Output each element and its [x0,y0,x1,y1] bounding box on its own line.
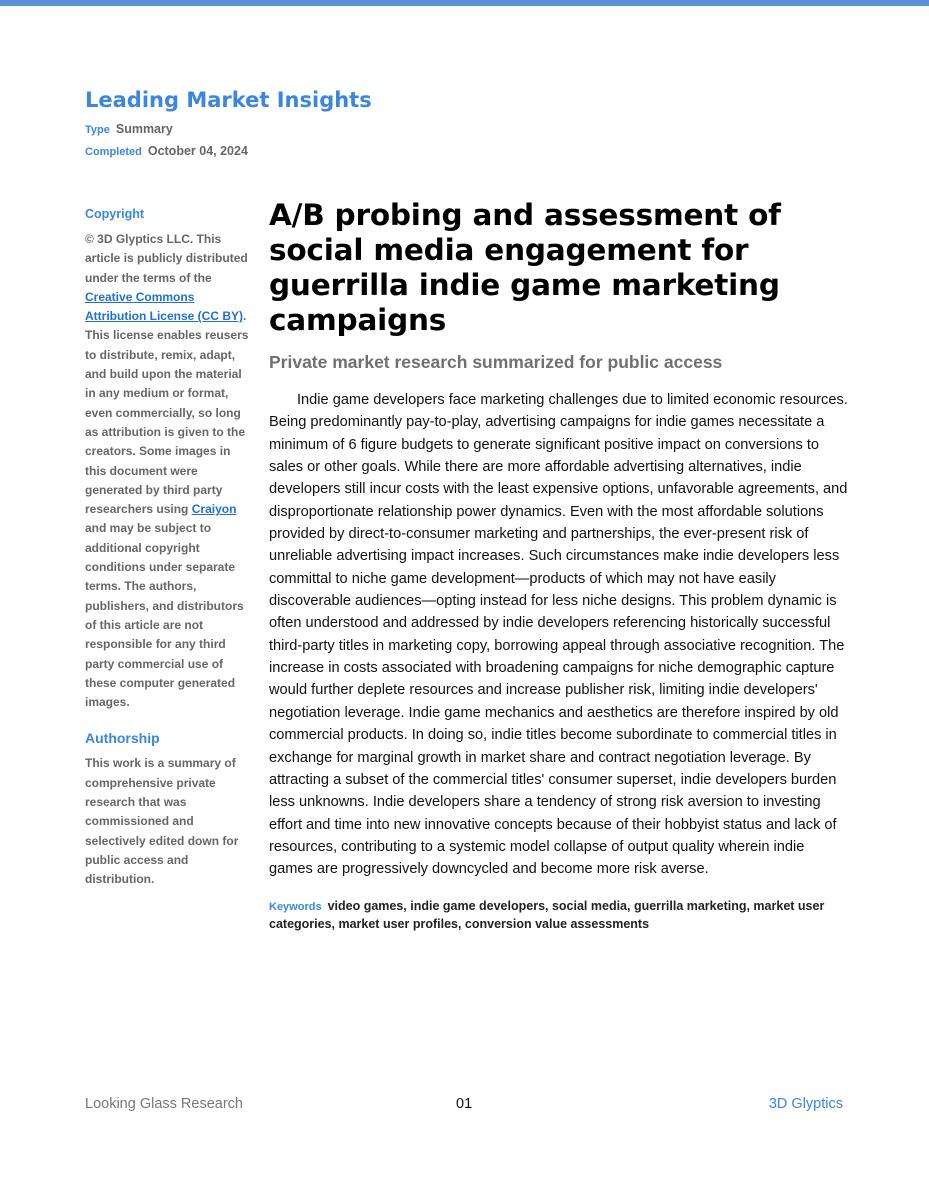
article-title: A/B probing and assessment of social media engagement for guerrilla indie game marketing campaigns [269,198,781,337]
publication-brand: Leading Market Insights [85,88,372,112]
copyright-heading: Copyright [85,207,145,221]
type-meta [85,122,173,136]
license-link[interactable]: Creative Commons Attribution License (CC BY) [85,289,243,324]
completed-label: Completed [85,146,142,158]
craiyon-link[interactable]: Craiyon [191,502,237,517]
copyright-text-part-1: © 3D Glyptics LLC. This article is publicly distributed under the terms of the [85,232,248,285]
authorship-text: This work is a summary of comprehensive private research that was commissioned and selectively edited down for public access and distribution. [85,756,239,887]
authorship-heading: Authorship [85,730,160,747]
footer-brand: 3D Glyptics [768,1096,843,1112]
completed-meta [85,144,248,158]
keywords-label: Keywords [269,900,322,913]
copyright-text-part-2: . This license enables reusers to distribute, remix, adapt, and build upon the material in any medium or format, even commercially, so long as attribution is given to the creators. Some images in this document were generated by third party researchers using [85,309,249,517]
completed-value: October 04, 2024 [147,144,248,158]
article-body: Indie game developers face marketing challenges due to limited economic resources. Being predominantly pay-to-play, advertising campaigns for indie games necessitate a minimum of 6 figure budgets to generate significant positive impact on conversions to sales or other goals. While there are more affordable advertising alternatives, indie developers still incur costs with the least expensive options, unfavorable agreements, and disproportionate relationship power dynamics. Even with the most affordable solutions provided by direct-to-consumer marketing and partnerships, the ever-present risk of unreliable advertising impact increases. Such circumstances make indie developers less committal to niche game development—products of which may not have easily discoverable audiences—opting instead for less niche designs. This problem dynamic is often understood and addressed by indie developers referencing historically successful third-party titles in marketing copy, borrowing appeal through associative recognition. The increase in costs associated with broadening campaigns for niche demographic capture would further deplete resources and increase publisher risk, limiting indie developers' negotiation leverage. Indie game mechanics and aesthetics are therefore inspired by old commercial products. In doing so, indie titles become subordinate to commercial titles in exchange for marginal growth in market share and contract negotiation leverage. By attracting a subset of the commercial titles' consumer superset, indie developers burden less unknowns. Indie developers share a tendency of strong risk aversion to investing effort and time into new innovative concepts because of their hobbyist status and lack of resources, contributing to a systemic model collapse of output quality wherein indie games are progressively downcycled and become more risk averse. [269,392,848,878]
sidebar [85,207,250,890]
keywords [269,898,849,933]
copyright-text-part-3: and may be subject to additional copyright conditions under separate terms. The authors, publishers, and distributors of this article are not responsible for any third party commercial use of these computer generated images. [85,521,244,710]
copyright-text [85,230,250,712]
type-label: Type [85,124,110,136]
article-subtitle: Private market research summarized for public access [269,352,723,372]
keywords-list: video games, indie game developers, social media, guerrilla marketing, market user categories, market user profiles, conversion value assessments [269,898,825,931]
type-value: Summary [115,122,173,136]
article [269,198,849,933]
page-number: 01 [456,1096,473,1112]
top-accent-bar [0,0,929,6]
footer-publisher: Looking Glass Research [85,1096,243,1112]
